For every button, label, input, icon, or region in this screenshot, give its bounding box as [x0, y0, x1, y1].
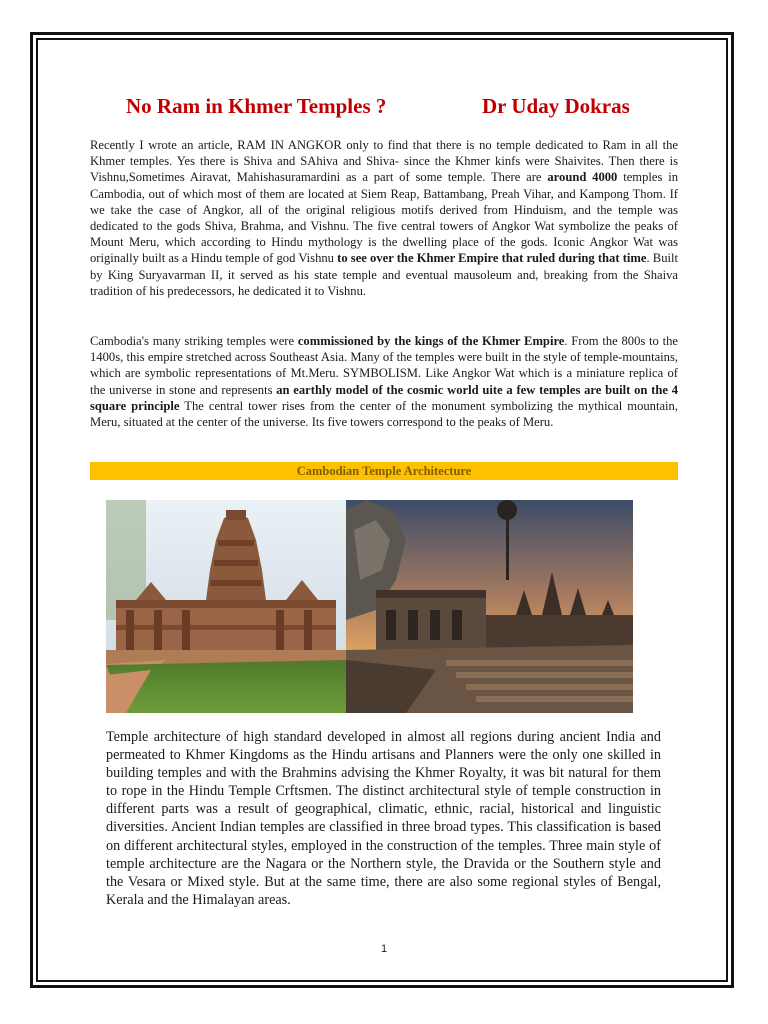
section-banner: Cambodian Temple Architecture [90, 462, 678, 480]
paragraph-1: Recently I wrote an article, RAM IN ANGKOR only to find that there is no temple dedicated to Ram in all the Khmer temples. Yes there is Shiva and SAhiva and Shiva- since the Khmer kinfs were Shaivites. Then there is Vishnu,Sometimes Airavat, Mahishasuramardini as a part of some temple. There are around 4000 temples in Cambodia, out of which most of them are located at Siem Reap, Battambang, Preah Vihar, and Kampong Thom. If we take the case of Angkor, all of the original religious motifs derived from Hinduism, and the temple was dedicated to the gods Shiva, Brahma, and Vishnu. The five central towers of Angkor Wat symbolize the peaks of Mount Meru, which according to Hindu mythology is the dwelling place of the gods. Iconic Angkor Wat was originally built as a Hindu temple of god Vishnu to see over the Khmer Empire that ruled during that time. Built by King Suryavarman II, it served as his state temple and eventual mausoleum and, breaking from the Shaiva tradition of his predecessors, he dedicated it to Vishnu. [90, 138, 679, 298]
author-name: Dr Uday Dokras [482, 94, 630, 118]
page-number: 1 [380, 943, 388, 955]
title-text: No Ram in Khmer Temples ? [126, 94, 387, 118]
document-title [90, 94, 678, 122]
dravida-temple-illustration [106, 500, 346, 713]
angkor-wat-photo [346, 500, 633, 713]
paragraph-3: Temple architecture of high standard developed in almost all regions during ancient India and permeated to Khmer Kingdoms as the Hindu artisans and Planners were the only one skilled in building temples and with the Brahmins advising the Khmer Royalty, it was bit natural for them to rope in the Hindu Temple Crftsmen. The distinct architectural style of temple construction in different parts was a result of geographical, climatic, ethnic, racial, historical and linguistic diversities. Ancient Indian temples are classified in three broad types. This classification is based on different architectural styles, employed in the construction of the temples. Three main style of temple architecture are the Nagara or the Northern style, the Dravida or the Southern style and the Vesara or Mixed style. But at the same time, there are also some regional styles of Bengal, Kerala and the Himalayan areas. [106, 729, 661, 908]
paragraph-2: Cambodia's many striking temples were commissioned by the kings of the Khmer Empire. From the 800s to the 1400s, this empire stretched across Southeast Asia. Many of the temples were built in the style of temple-mountains, which are symbolic representations of Mt.Meru. SYMBOLISM. Like Angkor Wat which is a miniature replica of the universe in stone and represents an earthly model of the cosmic world uite a few temples are built on the 4 square principle The central tower rises from the center of the monument symbolizing the mythical mountain, Meru, situated at the center of the universe. Its five towers correspond to the peaks of Meru. [90, 334, 678, 430]
angkor-wat-illustration [346, 500, 633, 713]
dravida-temple-photo [106, 500, 346, 713]
